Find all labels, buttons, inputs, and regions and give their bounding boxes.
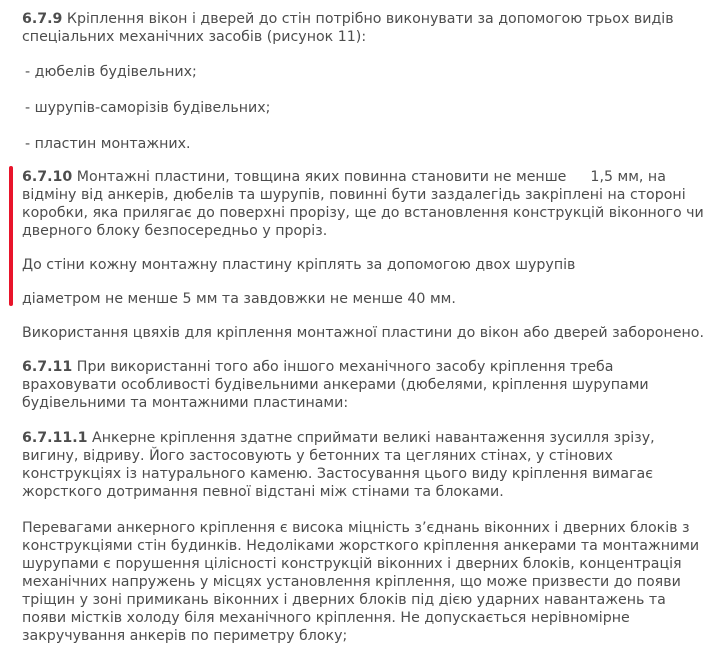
paragraph-6-7-11-1 (22, 429, 712, 501)
document-body (22, 10, 712, 645)
paragraph-text: Монтажні пластини, товщина яких повинна становити не менше (72, 169, 567, 185)
paragraph-diameter: діаметром не менше 5 мм та завдовжки не менше 40 мм. (22, 291, 456, 307)
paragraph-nails: Використання цвяхів для кріплення монтажної пластини до вікон або дверей заборонено. (22, 325, 704, 341)
paragraph-6-7-9 (22, 10, 712, 46)
highlighted-block (22, 168, 712, 308)
highlight-bar (9, 166, 13, 306)
paragraph-advantages: Перевагами анкерного кріплення є висока міцність з’єднань віконних і дверних блоків з конструкціями стін будинків. Недоліками жорсткого кріплення анкерами та монтажними шурупами є порушення цілісності конструкцій віконних і дверних блоків, концентрація механічних напружень у місцях установлення кріплення, що може призвести до появи тріщин у зоні примикань віконних і дверних блоків під дією ударних навантажень та появи містків холоду біля механічного кріплення. Не допускається нерівномірне закручування анкерів по периметру блоку; (22, 520, 700, 644)
list-item: - пластин монтажних. (25, 136, 191, 152)
list-item: - шурупів-саморізів будівельних; (25, 100, 271, 116)
paragraph-6-7-10 (22, 168, 712, 240)
paragraph-6-7-11 (22, 358, 712, 412)
section-number: 6.7.11 (22, 359, 73, 375)
paragraph-text: Кріплення вікон і дверей до стін потрібно виконувати за допомогою трьох видів спеціальних механічних засобів (рисунок 11): (22, 11, 674, 45)
section-number: 6.7.11.1 (22, 430, 88, 446)
section-number: 6.7.10 (22, 169, 73, 185)
paragraph-text: 1,5 мм, на відміну від анкерів, дюбелів та шурупів, повинні бути заздалегідь закріплені на стороні коробки, яка прилягає до поверхні прорізу, ще до встановлення конструкцій віконного чи дверного блоку безпосередньо у проріз. (22, 169, 704, 239)
section-number: 6.7.9 (22, 11, 63, 27)
paragraph-text: Анкерне кріплення здатне сприймати великі навантаження зусилля зрізу, вигину, відриву. Його застосовують у бетонних та цегляних стінах, у стінових конструкціях із натурального каменю. Застосування цього виду кріплення вимагає жорсткого дотримання певної відстані між стінами та блоками. (22, 430, 655, 500)
paragraph-screws: До стіни кожну монтажну пластину кріплять за допомогою двох шурупів (22, 257, 576, 273)
paragraph-text: При використанні того або іншого механічного засобу кріплення треба враховувати особливості будівельними анкерами (дюбелями, кріплення шурупами будівельними та монтажними пластинами: (22, 359, 649, 411)
list-item: - дюбелів будівельних; (25, 64, 197, 80)
